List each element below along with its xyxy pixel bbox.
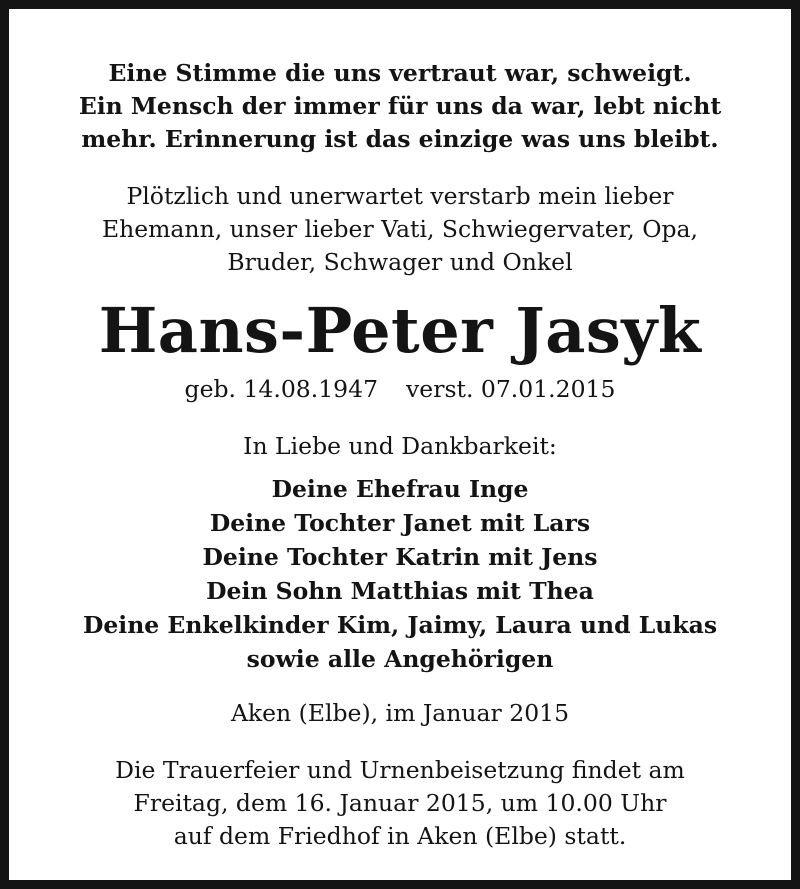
mourner-entry: sowie alle Angehörigen	[246, 645, 554, 673]
mourner-entry: Deine Ehefrau Inge	[271, 475, 529, 503]
announcement-line: Plötzlich und unerwartet verstarb mein lieber	[126, 182, 674, 210]
birth-date: geb. 14.08.1947	[184, 375, 379, 403]
death-announcement	[18, 180, 782, 279]
mourner-entry: Deine Tochter Janet mit Lars	[209, 509, 591, 537]
mourner-entry: Deine Enkelkinder Kim, Jaimy, Laura und Lukas	[82, 611, 718, 639]
place-and-date: Aken (Elbe), im Januar 2015	[230, 699, 570, 727]
service-line: Die Trauerfeier und Urnenbeisetzung findet am	[115, 756, 685, 784]
deceased-name: Hans-Peter Jasyk	[98, 294, 702, 367]
mourner-entry: Deine Tochter Katrin mit Jens	[202, 543, 598, 571]
thanks-heading: In Liebe und Dankbarkeit:	[243, 432, 557, 460]
announcement-line: Ehemann, unser lieber Vati, Schwiegervater, Opa,	[101, 215, 699, 243]
verse-line: Eine Stimme die uns vertraut war, schweigt.	[108, 59, 692, 87]
memorial-verse	[18, 57, 782, 156]
mourner-entry: Dein Sohn Matthias mit Thea	[206, 577, 594, 605]
service-line: Freitag, dem 16. Januar 2015, um 10.00 Uhr	[133, 789, 667, 817]
service-line: auf dem Friedhof in Aken (Elbe) statt.	[173, 822, 627, 850]
death-date: verst. 07.01.2015	[406, 375, 616, 403]
announcement-line: Bruder, Schwager und Onkel	[227, 248, 573, 276]
mourners-list	[18, 472, 782, 676]
funeral-service-info	[18, 754, 782, 853]
life-dates	[18, 373, 782, 406]
verse-line: mehr. Erinnerung ist das einzige was uns bleibt.	[81, 125, 719, 153]
verse-line: Ein Mensch der immer für uns da war, lebt nicht	[78, 92, 722, 120]
